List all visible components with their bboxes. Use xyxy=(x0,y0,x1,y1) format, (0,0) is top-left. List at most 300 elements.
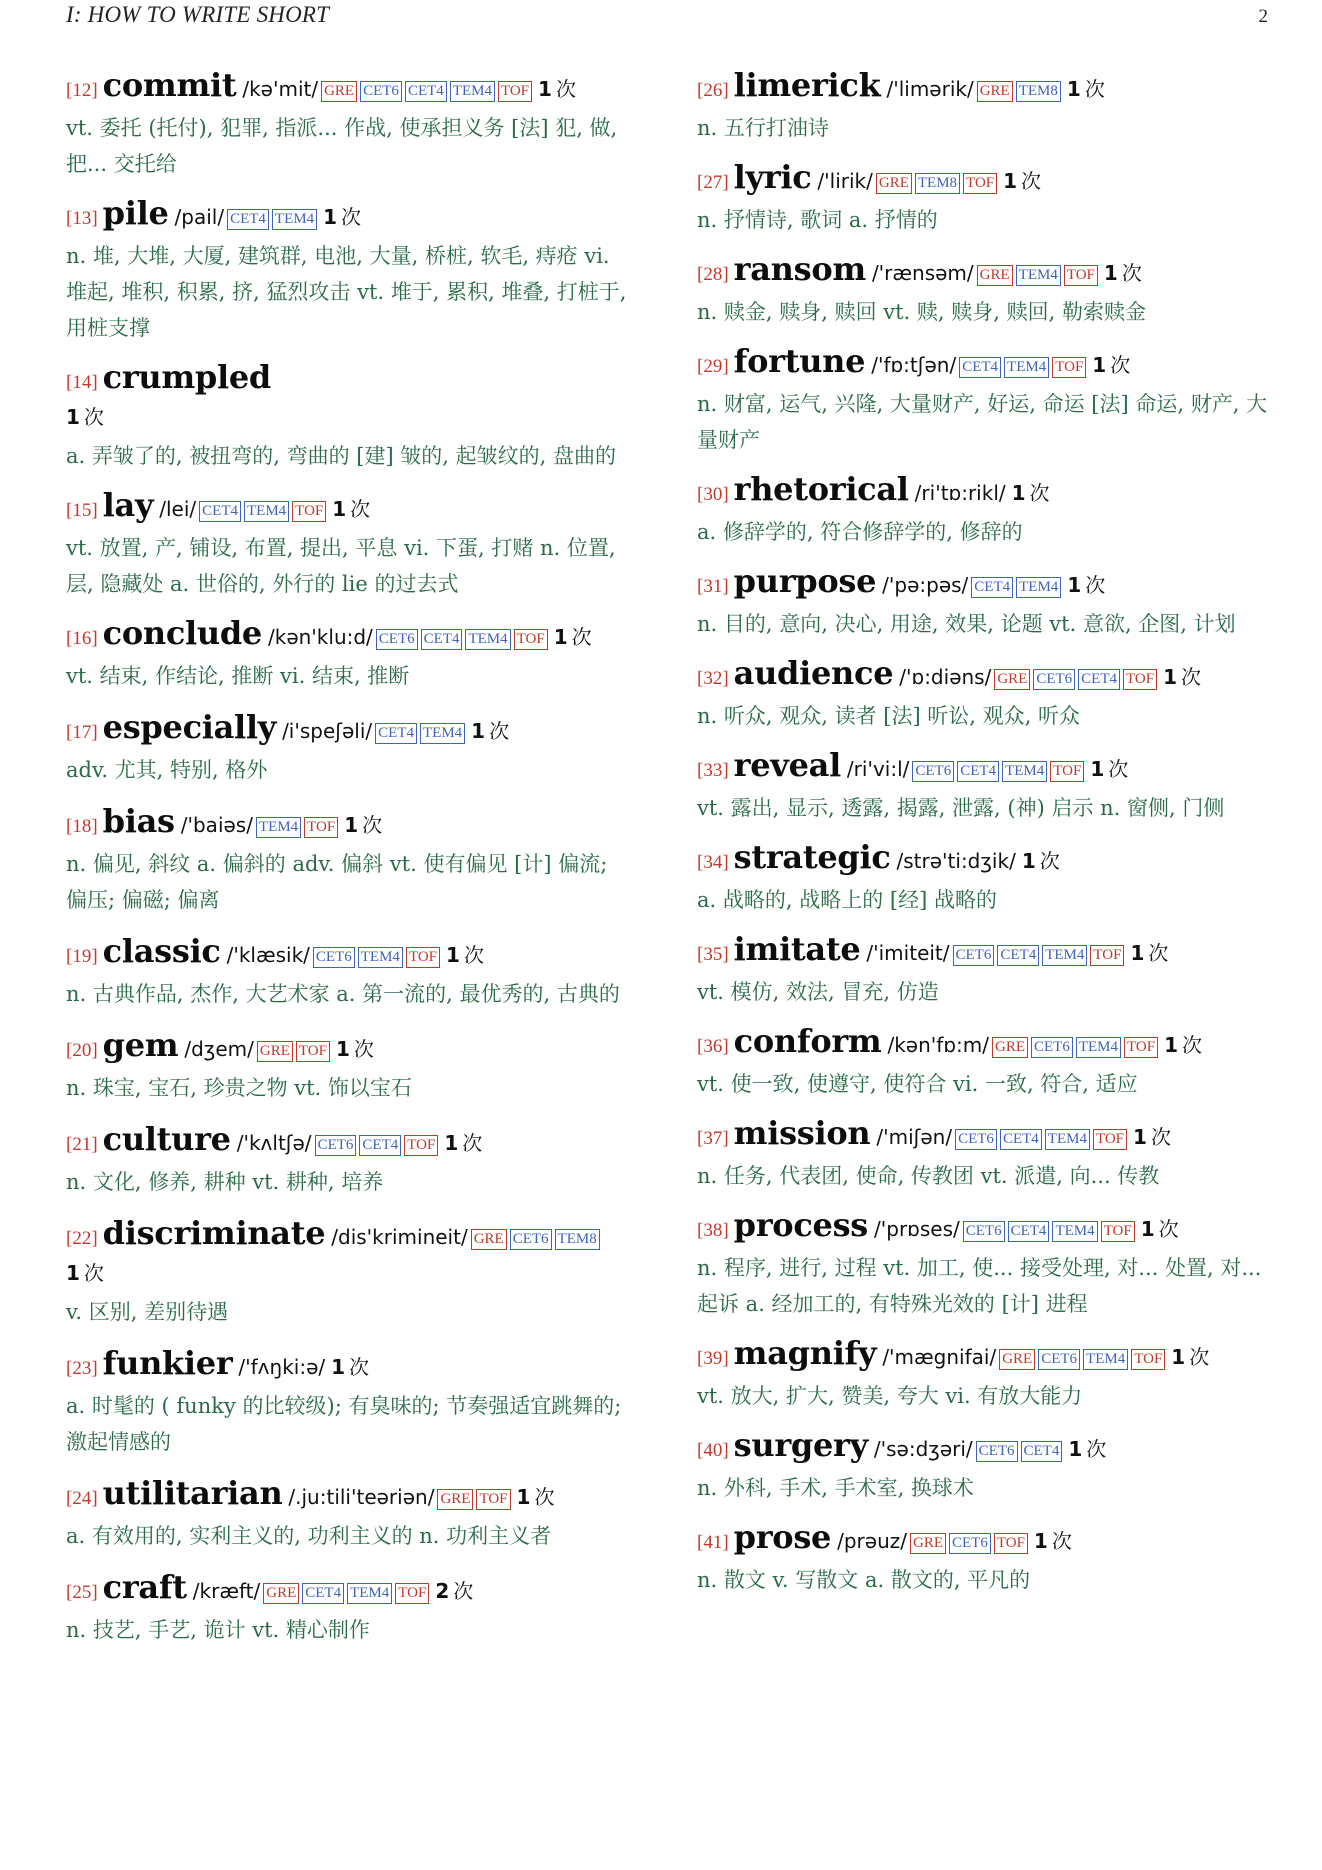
count-suffix: 次 xyxy=(571,625,592,649)
pronunciation: /i'speʃəli/ xyxy=(282,719,373,743)
exam-tag-tof: TOF xyxy=(1050,761,1084,782)
pronunciation: /kræft/ xyxy=(192,1579,261,1603)
vocab-entry xyxy=(66,1028,634,1106)
exam-tag-tem4: TEM4 xyxy=(450,81,495,102)
headword: strategic xyxy=(733,838,891,876)
occurrence-count xyxy=(344,808,382,842)
exam-tag-cet4: CET4 xyxy=(405,81,447,102)
vocab-entry xyxy=(66,68,634,182)
occurrence-count-line xyxy=(66,400,634,436)
count-suffix: 次 xyxy=(555,77,576,101)
pronunciation: /'kʌltʃə/ xyxy=(236,1131,312,1155)
definition: vt. 放大, 扩大, 赞美, 夸大 vi. 有放大能力 xyxy=(697,1384,1083,1408)
definition: a. 战略的, 战略上的 [经] 战略的 xyxy=(697,888,997,912)
vocab-entry xyxy=(66,804,634,918)
pronunciation: /'sə:dʒəri/ xyxy=(873,1437,973,1461)
headword: purpose xyxy=(733,562,877,600)
count-suffix: 次 xyxy=(341,205,361,229)
exam-tag-cet4: CET4 xyxy=(997,945,1039,966)
exam-tag-tof: TOF xyxy=(994,1533,1028,1554)
entry-headline xyxy=(66,710,634,750)
count-number: 1 xyxy=(344,813,359,837)
entry-headline xyxy=(66,68,634,108)
entry-headline xyxy=(697,564,1271,604)
count-suffix: 次 xyxy=(349,1355,370,1379)
count-number: 1 xyxy=(1067,573,1082,597)
exam-tag-tof: TOF xyxy=(395,1583,429,1604)
exam-tag-tof: TOF xyxy=(406,947,440,968)
entry-headline xyxy=(697,1116,1271,1156)
exam-tag-tem4: TEM4 xyxy=(465,629,510,650)
vocab-entry xyxy=(697,1208,1271,1322)
count-suffix: 次 xyxy=(463,943,484,967)
count-number: 1 xyxy=(1066,77,1081,101)
exam-tag-tem4: TEM4 xyxy=(244,501,289,522)
entry-index: [17] xyxy=(66,722,98,743)
entry-headline xyxy=(66,616,634,656)
entry-headline xyxy=(66,934,634,974)
vocab-entry xyxy=(66,1476,634,1554)
count-number: 1 xyxy=(1003,169,1018,193)
definition: n. 堆, 大堆, 大厦, 建筑群, 电池, 大量, 桥桩, 软毛, 痔疮 vi. 堆起, 堆积, 积累, 挤, 猛烈攻击 vt. 堆于, 累积, 堆叠, 打桩于, 用桩支撑 xyxy=(66,244,627,340)
exam-tag-tem4: TEM4 xyxy=(1076,1037,1121,1058)
entry-headline xyxy=(66,488,634,528)
exam-tag-tem4: TEM4 xyxy=(1042,945,1087,966)
occurrence-count xyxy=(66,1261,104,1285)
entry-headline xyxy=(66,1028,634,1068)
exam-tag-gre: GRE xyxy=(977,81,1013,102)
headword: rhetorical xyxy=(733,470,909,508)
entry-headline xyxy=(66,196,634,236)
count-suffix: 次 xyxy=(1110,353,1131,377)
exam-tag-gre: GRE xyxy=(876,173,912,194)
entry-index: [23] xyxy=(66,1358,98,1379)
exam-tag-cet6: CET6 xyxy=(510,1229,552,1250)
count-suffix: 次 xyxy=(462,1131,483,1155)
pronunciation: /'mægnifai/ xyxy=(882,1345,997,1369)
occurrence-count xyxy=(517,1480,555,1514)
count-number: 1 xyxy=(1068,1437,1083,1461)
count-number: 1 xyxy=(553,625,568,649)
headword: commit xyxy=(102,66,237,104)
pronunciation: /'ɒ:diəns/ xyxy=(899,665,992,689)
count-number: 1 xyxy=(1133,1125,1147,1149)
vocab-entry xyxy=(66,1346,634,1460)
definition: a. 修辞学的, 符合修辞学的, 修辞的 xyxy=(697,520,1023,544)
entry-index: [19] xyxy=(66,946,98,967)
exam-tag-cet4: CET4 xyxy=(959,357,1001,378)
exam-tag-cet4: CET4 xyxy=(359,1135,401,1156)
headword: ransom xyxy=(733,250,866,288)
occurrence-count xyxy=(66,405,104,429)
exam-tag-tof: TOF xyxy=(1090,945,1124,966)
exam-tag-tof: TOF xyxy=(304,817,338,838)
occurrence-count xyxy=(1130,936,1168,970)
entry-index: [40] xyxy=(697,1440,729,1461)
occurrence-count xyxy=(444,1126,482,1160)
definition: n. 财富, 运气, 兴隆, 大量财产, 好运, 命运 [法] 命运, 财产, 大量财产 xyxy=(697,392,1268,452)
headword: lay xyxy=(102,486,154,524)
vocab-entry xyxy=(66,360,634,474)
entry-index: [15] xyxy=(66,500,98,521)
exam-tag-tem4: TEM4 xyxy=(420,723,465,744)
entry-headline xyxy=(697,932,1271,972)
exam-tag-cet4: CET4 xyxy=(1008,1221,1050,1242)
exam-tag-tem4: TEM4 xyxy=(1004,357,1049,378)
occurrence-count xyxy=(1067,72,1105,106)
vocab-entry xyxy=(697,1024,1271,1102)
exam-tag-cet4: CET4 xyxy=(971,577,1013,598)
exam-tag-cet6: CET6 xyxy=(1033,669,1075,690)
exam-tag-tem4: TEM4 xyxy=(1002,761,1047,782)
exam-tag-tof: TOF xyxy=(1131,1349,1165,1370)
definition: adv. 尤其, 特别, 格外 xyxy=(66,758,268,782)
exam-tag-cet6: CET6 xyxy=(953,945,995,966)
occurrence-count xyxy=(1092,348,1130,382)
occurrence-count xyxy=(1068,1432,1106,1466)
exam-tag-tof: TOF xyxy=(1123,669,1157,690)
entry-headline xyxy=(697,1024,1271,1064)
headword: discriminate xyxy=(102,1214,326,1252)
exam-tag-tof: TOF xyxy=(296,1041,330,1062)
vocab-entry xyxy=(697,748,1271,826)
count-number: 1 xyxy=(1140,1217,1155,1241)
entry-headline xyxy=(697,1428,1271,1468)
definition: n. 听众, 观众, 读者 [法] 听讼, 观众, 听众 xyxy=(697,704,1081,728)
entry-headline xyxy=(697,840,1271,880)
exam-tag-tem4: TEM4 xyxy=(358,947,403,968)
exam-tag-tof: TOF xyxy=(1124,1037,1158,1058)
entry-headline xyxy=(697,344,1271,384)
entry-headline xyxy=(697,252,1271,292)
count-suffix: 次 xyxy=(1029,481,1050,505)
definition: n. 文化, 修养, 耕种 vt. 耕种, 培养 xyxy=(66,1170,384,1194)
entry-index: [37] xyxy=(697,1128,729,1149)
pronunciation: /lei/ xyxy=(159,497,197,521)
entry-index: [24] xyxy=(66,1488,98,1509)
entry-headline xyxy=(697,1520,1271,1560)
entry-index: [13] xyxy=(66,208,98,229)
exam-tag-cet4: CET4 xyxy=(302,1583,344,1604)
headword: culture xyxy=(102,1120,231,1158)
count-suffix: 次 xyxy=(1150,1125,1171,1149)
count-suffix: 次 xyxy=(1086,1437,1107,1461)
headword: conclude xyxy=(102,614,262,652)
definition: n. 外科, 手术, 手术室, 换球术 xyxy=(697,1476,974,1500)
exam-tag-gre: GRE xyxy=(910,1533,946,1554)
count-suffix: 次 xyxy=(1051,1529,1072,1553)
vocab-entry xyxy=(697,472,1271,550)
exam-tag-tof: TOF xyxy=(404,1135,438,1156)
count-suffix: 次 xyxy=(1039,849,1060,873)
occurrence-count xyxy=(554,620,592,654)
entry-index: [36] xyxy=(697,1036,729,1057)
exam-tag-tem4: TEM4 xyxy=(1045,1129,1090,1150)
definition: n. 任务, 代表团, 使命, 传教团 vt. 派遣, 向... 传教 xyxy=(697,1164,1160,1188)
pronunciation: /'fʌŋki:ə/ xyxy=(238,1355,326,1379)
count-suffix: 次 xyxy=(83,405,104,429)
exam-tag-gre: GRE xyxy=(321,81,357,102)
entry-index: [29] xyxy=(697,356,729,377)
pronunciation: /'prɒses/ xyxy=(874,1217,960,1241)
headword: pile xyxy=(102,194,169,232)
pronunciation: /strə'ti:dʒik/ xyxy=(896,849,1016,873)
exam-tag-tem8: TEM8 xyxy=(1016,81,1061,102)
vocab-entry xyxy=(697,252,1271,330)
headword: classic xyxy=(102,932,221,970)
pronunciation: /ri'vi:l/ xyxy=(846,757,910,781)
entry-index: [26] xyxy=(697,80,729,101)
exam-tag-tem8: TEM8 xyxy=(555,1229,600,1250)
entry-headline xyxy=(697,1208,1271,1248)
exam-tag-tof: TOF xyxy=(514,629,548,650)
vocab-entry xyxy=(697,656,1271,734)
exam-tag-cet4: CET4 xyxy=(421,629,463,650)
pronunciation: /'limərik/ xyxy=(886,77,974,101)
entry-index: [12] xyxy=(66,80,98,101)
count-suffix: 次 xyxy=(489,719,510,743)
headword: magnify xyxy=(733,1334,877,1372)
exam-tag-gre: GRE xyxy=(994,669,1030,690)
exam-tag-tof: TOF xyxy=(1052,357,1086,378)
pronunciation: /kə'mit/ xyxy=(242,77,319,101)
entry-index: [16] xyxy=(66,628,98,649)
count-number: 1 xyxy=(1090,757,1105,781)
vocab-entry xyxy=(697,1336,1271,1414)
headword: bias xyxy=(102,802,175,840)
vocab-entry xyxy=(697,564,1271,642)
definition: vt. 露出, 显示, 透露, 揭露, 泄露, (神) 启示 n. 窗侧, 门侧 xyxy=(697,796,1225,820)
headword: surgery xyxy=(733,1426,868,1464)
exam-tag-gre: GRE xyxy=(992,1037,1028,1058)
count-number: 1 xyxy=(471,719,486,743)
definition: a. 有效用的, 实利主义的, 功利主义的 n. 功利主义者 xyxy=(66,1524,552,1548)
occurrence-count xyxy=(1090,752,1128,786)
definition: n. 偏见, 斜纹 a. 偏斜的 adv. 偏斜 vt. 使有偏见 [计] 偏流; 偏压; 偏磁; 偏离 xyxy=(66,852,608,912)
occurrence-count xyxy=(323,200,361,234)
exam-tag-gre: GRE xyxy=(999,1349,1035,1370)
vocab-entry xyxy=(66,1216,634,1330)
entry-index: [25] xyxy=(66,1582,98,1603)
entry-index: [20] xyxy=(66,1040,98,1061)
exam-tag-tem4: TEM4 xyxy=(347,1583,392,1604)
exam-tag-cet4: CET4 xyxy=(1021,1441,1063,1462)
exam-tag-tem4: TEM4 xyxy=(1016,265,1061,286)
definition: a. 时髦的 ( funky 的比较级); 有臭味的; 节奏强适宜跳舞的; 激起情感的 xyxy=(66,1394,622,1454)
entry-index: [30] xyxy=(697,484,729,505)
exam-tag-tof: TOF xyxy=(1101,1221,1135,1242)
entry-index: [21] xyxy=(66,1134,98,1155)
count-number: 1 xyxy=(1163,665,1178,689)
occurrence-count xyxy=(471,714,509,748)
pronunciation: /prəuz/ xyxy=(837,1529,907,1553)
occurrence-count xyxy=(332,492,370,526)
vocab-entry xyxy=(66,616,634,694)
entry-headline xyxy=(697,68,1271,108)
count-number: 1 xyxy=(335,1037,350,1061)
entry-index: [35] xyxy=(697,944,729,965)
vocab-entry xyxy=(697,1428,1271,1506)
pronunciation: /kən'klu:d/ xyxy=(268,625,373,649)
entry-index: [33] xyxy=(697,760,729,781)
definition: n. 抒情诗, 歌词 a. 抒情的 xyxy=(697,208,938,232)
count-suffix: 次 xyxy=(1085,573,1106,597)
headword: craft xyxy=(102,1568,187,1606)
pronunciation: /'imiteit/ xyxy=(866,941,950,965)
exam-tag-tof: TOF xyxy=(1064,265,1098,286)
entry-headline xyxy=(697,1336,1271,1376)
exam-tag-tof: TOF xyxy=(963,173,997,194)
definition: vt. 使一致, 使遵守, 使符合 vi. 一致, 符合, 适应 xyxy=(697,1072,1138,1096)
occurrence-count xyxy=(331,1350,369,1384)
pronunciation: /'miʃən/ xyxy=(876,1125,953,1149)
headword: audience xyxy=(733,654,894,692)
exam-tag-cet6: CET6 xyxy=(963,1221,1005,1242)
pronunciation: /.ju:tili'teəriən/ xyxy=(288,1485,435,1509)
count-number: 1 xyxy=(1103,261,1118,285)
count-number: 1 xyxy=(1092,353,1107,377)
entry-headline xyxy=(66,1122,634,1162)
entry-index: [34] xyxy=(697,852,729,873)
vocab-entry xyxy=(66,710,634,788)
entry-headline xyxy=(697,472,1271,512)
exam-tag-tof: TOF xyxy=(498,81,532,102)
count-suffix: 次 xyxy=(1158,1217,1179,1241)
definition: n. 古典作品, 杰作, 大艺术家 a. 第一流的, 最优秀的, 古典的 xyxy=(66,982,620,1006)
exam-tag-tem4: TEM4 xyxy=(1083,1349,1128,1370)
count-suffix: 次 xyxy=(1084,77,1105,101)
exam-tag-cet6: CET6 xyxy=(313,947,355,968)
headword: gem xyxy=(102,1026,179,1064)
count-suffix: 次 xyxy=(1021,169,1042,193)
vocab-entry xyxy=(66,1122,634,1200)
occurrence-count xyxy=(1067,568,1105,602)
count-suffix: 次 xyxy=(1108,757,1129,781)
exam-tag-cet6: CET6 xyxy=(912,761,954,782)
count-number: 1 xyxy=(516,1485,531,1509)
entry-index: [14] xyxy=(66,372,98,393)
occurrence-count xyxy=(1104,256,1142,290)
exam-tag-tem4: TEM4 xyxy=(272,209,317,230)
headword: especially xyxy=(102,708,277,746)
occurrence-count xyxy=(435,1574,473,1608)
count-suffix: 次 xyxy=(1189,1345,1210,1369)
entry-headline xyxy=(697,160,1271,200)
occurrence-count xyxy=(1003,164,1041,198)
exam-tag-cet4: CET4 xyxy=(1078,669,1120,690)
count-number: 1 xyxy=(1011,481,1026,505)
exam-tag-tem8: TEM8 xyxy=(915,173,960,194)
occurrence-count xyxy=(1034,1524,1072,1558)
count-number: 1 xyxy=(331,1355,346,1379)
exam-tag-gre: GRE xyxy=(471,1229,507,1250)
definition: n. 散文 v. 写散文 a. 散文的, 平凡的 xyxy=(697,1568,1031,1592)
entry-index: [27] xyxy=(697,172,729,193)
entry-index: [28] xyxy=(697,264,729,285)
vocab-entry xyxy=(66,196,634,346)
headword: crumpled xyxy=(102,358,271,396)
pronunciation: /'lirik/ xyxy=(817,169,873,193)
pronunciation: /ri'tɒ:rikl/ xyxy=(914,481,1006,505)
count-suffix: 次 xyxy=(1148,941,1169,965)
definition: vt. 结束, 作结论, 推断 vi. 结束, 推断 xyxy=(66,664,410,688)
vocab-entry xyxy=(66,488,634,602)
occurrence-count-line xyxy=(66,1256,634,1292)
exam-tag-cet6: CET6 xyxy=(360,81,402,102)
count-number: 2 xyxy=(435,1579,450,1603)
count-number: 1 xyxy=(323,205,337,229)
vocab-entry xyxy=(697,68,1271,146)
exam-tag-cet6: CET6 xyxy=(955,1129,997,1150)
exam-tag-cet6: CET6 xyxy=(949,1533,991,1554)
occurrence-count xyxy=(1163,660,1201,694)
exam-tag-cet6: CET6 xyxy=(315,1135,357,1156)
exam-tag-cet4: CET4 xyxy=(227,209,269,230)
entry-index: [38] xyxy=(697,1220,729,1241)
count-suffix: 次 xyxy=(534,1485,555,1509)
occurrence-count xyxy=(1141,1212,1179,1246)
pronunciation: /'fɒ:tʃən/ xyxy=(871,353,957,377)
count-suffix: 次 xyxy=(1121,261,1142,285)
exam-tag-cet6: CET6 xyxy=(1031,1037,1073,1058)
count-suffix: 次 xyxy=(83,1261,104,1285)
definition: n. 五行打油诗 xyxy=(697,116,829,140)
occurrence-count xyxy=(1164,1028,1202,1062)
headword: funkier xyxy=(102,1344,233,1382)
count-number: 1 xyxy=(1171,1345,1186,1369)
exam-tag-tof: TOF xyxy=(1093,1129,1127,1150)
pronunciation: /dis'krimineit/ xyxy=(331,1225,468,1249)
vocab-entry xyxy=(697,1520,1271,1598)
entry-headline xyxy=(66,1476,634,1516)
entry-index: [18] xyxy=(66,816,98,837)
exam-tag-tof: TOF xyxy=(476,1489,510,1510)
count-number: 1 xyxy=(66,405,80,429)
exam-tag-tem4: TEM4 xyxy=(1016,577,1061,598)
count-number: 1 xyxy=(1021,849,1036,873)
occurrence-count xyxy=(1133,1120,1171,1154)
page-number: 2 xyxy=(1258,6,1268,27)
vocab-entry xyxy=(697,840,1271,918)
definition: vt. 模仿, 效法, 冒充, 仿造 xyxy=(697,980,939,1004)
count-number: 1 xyxy=(1033,1529,1048,1553)
entry-index: [32] xyxy=(697,668,729,689)
entry-headline xyxy=(66,1346,634,1386)
definition: n. 珠宝, 宝石, 珍贵之物 vt. 饰以宝石 xyxy=(66,1076,412,1100)
exam-tag-tem4: TEM4 xyxy=(1052,1221,1097,1242)
definition: a. 弄皱了的, 被扭弯的, 弯曲的 [建] 皱的, 起皱纹的, 盘曲的 xyxy=(66,444,617,468)
count-suffix: 次 xyxy=(362,813,383,837)
definition: vt. 委托 (托付), 犯罪, 指派... 作战, 使承担义务 [法] 犯, 做, 把... 交托给 xyxy=(66,116,618,176)
entry-headline xyxy=(66,360,634,400)
entry-index: [41] xyxy=(697,1532,729,1553)
exam-tag-cet4: CET4 xyxy=(1000,1129,1042,1150)
right-column xyxy=(697,68,1271,1612)
pronunciation: /'pə:pəs/ xyxy=(882,573,969,597)
count-number: 1 xyxy=(538,77,552,101)
headword: limerick xyxy=(733,66,881,104)
occurrence-count xyxy=(1022,844,1060,878)
headword: lyric xyxy=(733,158,812,196)
count-number: 1 xyxy=(444,1131,459,1155)
pronunciation: /'klæsik/ xyxy=(226,943,310,967)
headword: reveal xyxy=(733,746,841,784)
headword: utilitarian xyxy=(102,1474,283,1512)
definition: n. 赎金, 赎身, 赎回 vt. 赎, 赎身, 赎回, 勒索赎金 xyxy=(697,300,1146,324)
count-number: 1 xyxy=(332,497,347,521)
headword: conform xyxy=(733,1022,882,1060)
exam-tag-gre: GRE xyxy=(263,1583,299,1604)
